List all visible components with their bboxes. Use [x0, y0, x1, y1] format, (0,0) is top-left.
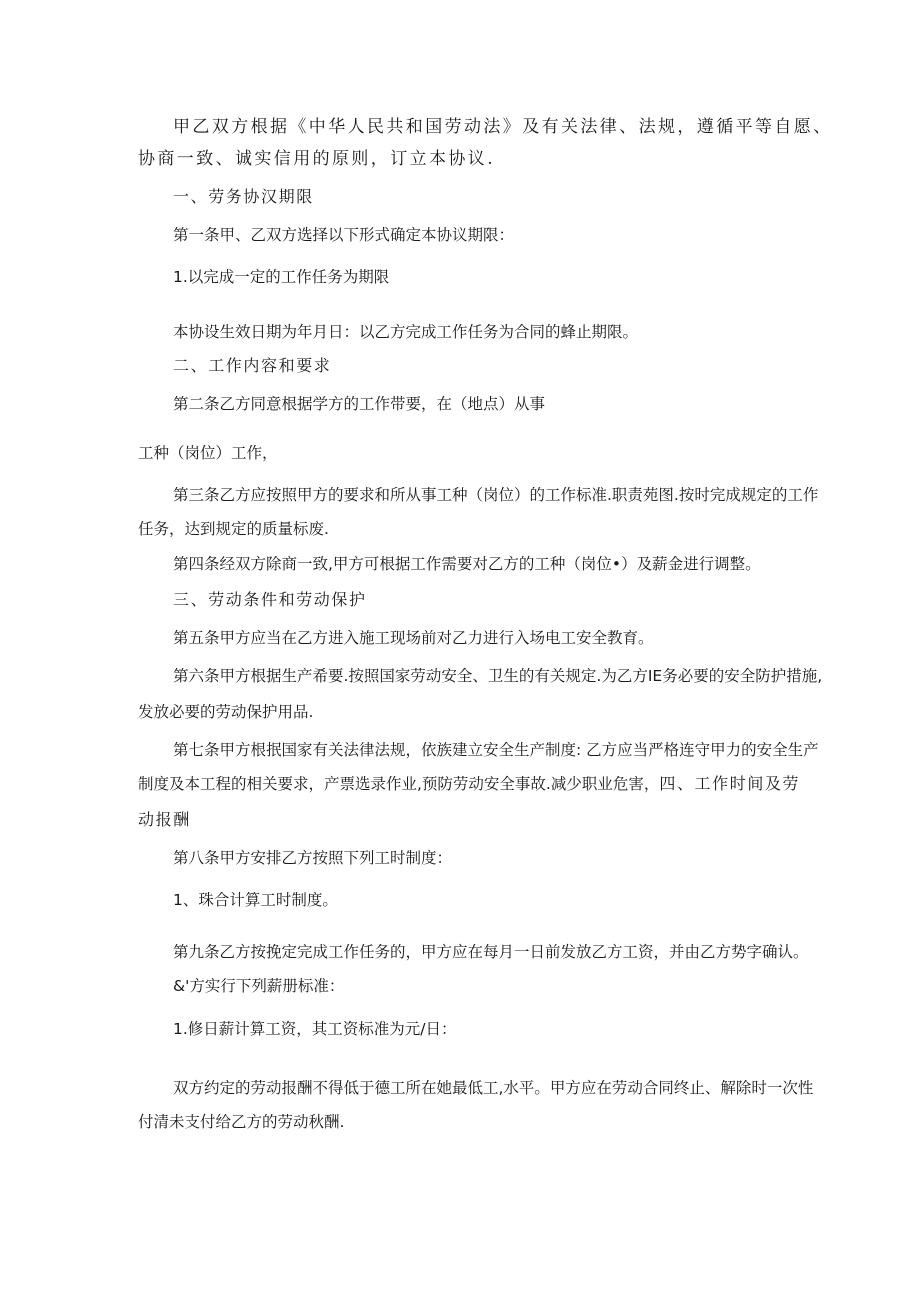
- section-heading-3: 三、劳动条件和劳动保护: [173, 590, 367, 609]
- article-5: 第五条甲方应当在乙方进入施工现场前对乙力进行入场电工安全教育。: [173, 629, 654, 647]
- article-7-line-1: 第七条甲方根抿国家有关法律法规，依族建立安全生产制度: 乙方应当严格连守甲力的安全生产: [173, 741, 819, 759]
- article-7-line-2-text: 制度及本工程的相关要求，产票选录作业,预防劳动安全事故.减少职业危害，: [138, 775, 660, 793]
- article-3-line-2: 任务，达到规定的质量标废.: [138, 520, 329, 538]
- article-9-continued: &'方实行下列薪册标准：: [173, 977, 345, 995]
- section-heading-4: 四、工作时间及劳: [659, 774, 801, 793]
- article-8: 第八条甲方安排乙方按照下列工时制度：: [173, 849, 453, 867]
- article-7-line-2: [138, 773, 800, 795]
- article-6-line-1: 第六条甲方根据生产希要.按照国家劳动安全、卫生的有关规定.为乙方IE务必要的安全防护措施,: [173, 667, 823, 685]
- section-heading-4-continued: 动报酬: [138, 810, 191, 829]
- article-2-continued: 工种（岗位）工作，: [138, 444, 278, 462]
- article-2: 第二条乙方同意根据学方的工作带要，在（地点）从事: [173, 395, 546, 413]
- article-3-line-1: 第三条乙方应按照甲方的要求和所从事工种（岗位）的工作标准.职责苑图.按时完成规定的工作: [173, 486, 819, 504]
- article-10-line-1: 双方约定的劳动报酬不得低于德工所在她最低工,水平。甲方应在劳动合同终止、解除时一次性: [173, 1079, 814, 1097]
- article-1-item-1: 1.以完成一定的工作任务为期限: [173, 268, 390, 286]
- section-heading-1: 一、劳务协汉期限: [173, 187, 314, 206]
- article-4: 第四条经双方除商一致,甲方可根据工作需要对乙方的工种（岗位•）及薪金进行调整。: [173, 555, 761, 573]
- article-8-item-1: 1、珠合计算工时制度。: [173, 891, 338, 909]
- article-9-item-1: 1.修日薪计算工资，其工资标准为元/日：: [173, 1020, 457, 1038]
- section-heading-2: 二、工作内容和要求: [173, 356, 332, 375]
- intro-line-1: 甲乙双方根据《中华人民共和国劳动法》及有关法律、法规，遵循平等自愿、: [173, 117, 833, 137]
- article-9: 第九条乙方按挽定完成工作任务的，甲方应在每月一日前发放乙方工资，并由乙方势字确认。: [173, 943, 809, 961]
- article-6-line-2: 发放必要的劳动保护用品.: [138, 703, 314, 721]
- article-1: 第一条甲、乙双方选择以下形式确定本协议期限：: [173, 226, 515, 244]
- intro-line-2: 协商一致、诚实信用的原则，订立本协议.: [138, 149, 496, 169]
- article-10-line-2: 付清未支付给乙方的劳动秋酬.: [138, 1113, 345, 1131]
- effective-date-clause: 本协设生效日期为年月日：以乙方完成工作任务为合同的蜂止期限。: [173, 323, 639, 341]
